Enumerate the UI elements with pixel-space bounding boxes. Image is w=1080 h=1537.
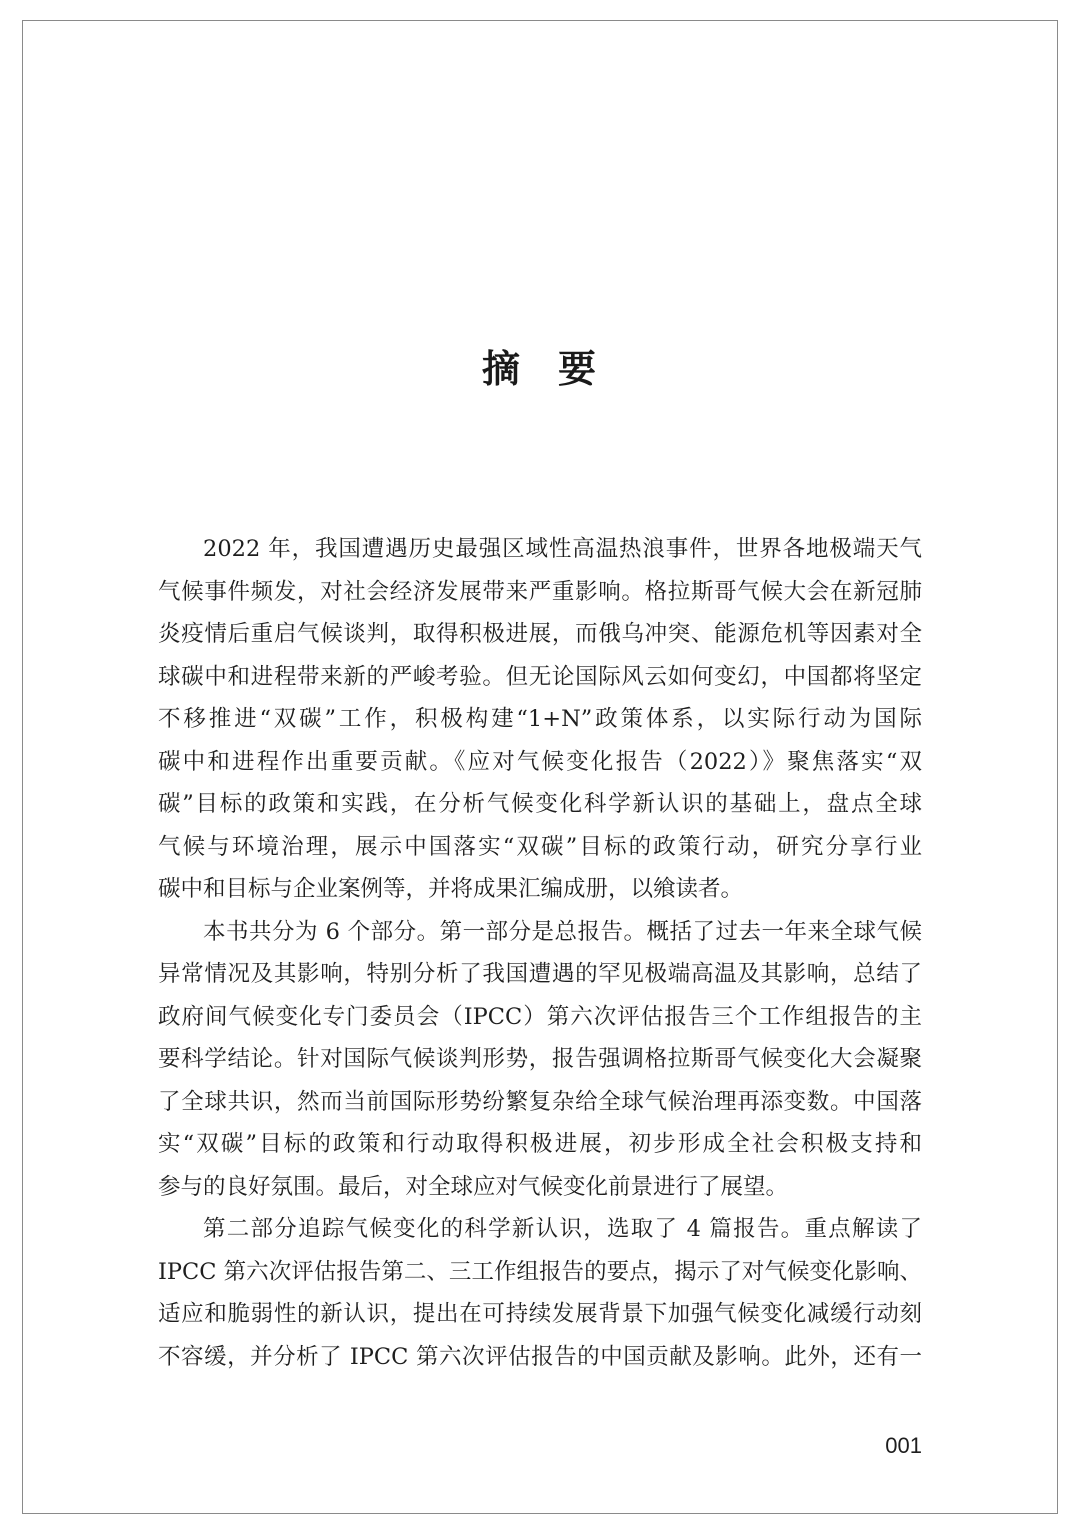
abstract-body [158, 528, 922, 1378]
paragraph-1 [158, 528, 922, 911]
text-line: 碳中和进程作出重要贡献。《应对气候变化报告（2022）》聚焦落实“双 [158, 748, 922, 775]
text-line: 碳”目标的政策和实践，在分析气候变化科学新认识的基础上，盘点全球 [158, 791, 922, 817]
text-line: 异常情况及其影响，特别分析了我国遭遇的罕见极端高温及其影响，总结了 [158, 961, 922, 987]
text-line: 适应和脆弱性的新认识，提出在可持续发展背景下加强气候变化减缓行动刻 [158, 1301, 922, 1327]
text-line: 气候事件频发，对社会经济发展带来严重影响。格拉斯哥气候大会在新冠肺 [158, 578, 922, 605]
text-line: 了全球共识，然而当前国际形势纷繁复杂给全球气候治理再添变数。中国落 [158, 1088, 922, 1115]
text-line: 不容缓，并分析了 IPCC 第六次评估报告的中国贡献及影响。此外，还有一 [158, 1343, 922, 1370]
text-line: 炎疫情后重启气候谈判，取得积极进展，而俄乌冲突、能源危机等因素对全 [158, 621, 922, 647]
title-char-1: 摘 [481, 346, 522, 391]
text-line: IPCC 第六次评估报告第二、三工作组报告的要点，揭示了对气候变化影响、 [158, 1258, 922, 1285]
title-char-2: 要 [558, 346, 599, 391]
text-line: 不移推进“双碳”工作，积极构建“1+N”政策体系，以实际行动为国际 [158, 706, 922, 732]
text-line: 碳中和目标与企业案例等，并将成果汇编成册，以飨读者。 [158, 876, 744, 902]
text-line: 政府间气候变化专门委员会（IPCC）第六次评估报告三个工作组报告的主 [158, 1003, 922, 1030]
paragraph-2 [158, 911, 922, 1209]
text-line: 2022 年，我国遭遇历史最强区域性高温热浪事件，世界各地极端天气 [203, 536, 922, 562]
text-line: 实“双碳”目标的政策和行动取得积极进展，初步形成全社会积极支持和 [158, 1131, 922, 1157]
text-line: 参与的良好氛围。最后，对全球应对气候变化前景进行了展望。 [158, 1173, 789, 1200]
page-number: 001 [885, 1433, 922, 1458]
text-line: 本书共分为 6 个部分。第一部分是总报告。概括了过去一年来全球气候 [203, 918, 922, 945]
text-line: 气候与环境治理，展示中国落实“双碳”目标的政策行动，研究分享行业 [158, 833, 922, 860]
text-line: 第二部分追踪气候变化的科学新认识，选取了 4 篇报告。重点解读了 [203, 1216, 922, 1242]
page-title [0, 338, 1080, 393]
text-line: 要科学结论。针对国际气候谈判形势，报告强调格拉斯哥气候变化大会凝聚 [158, 1046, 922, 1072]
text-line: 球碳中和进程带来新的严峻考验。但无论国际风云如何变幻，中国都将坚定 [158, 663, 922, 690]
paragraph-3 [158, 1208, 922, 1378]
